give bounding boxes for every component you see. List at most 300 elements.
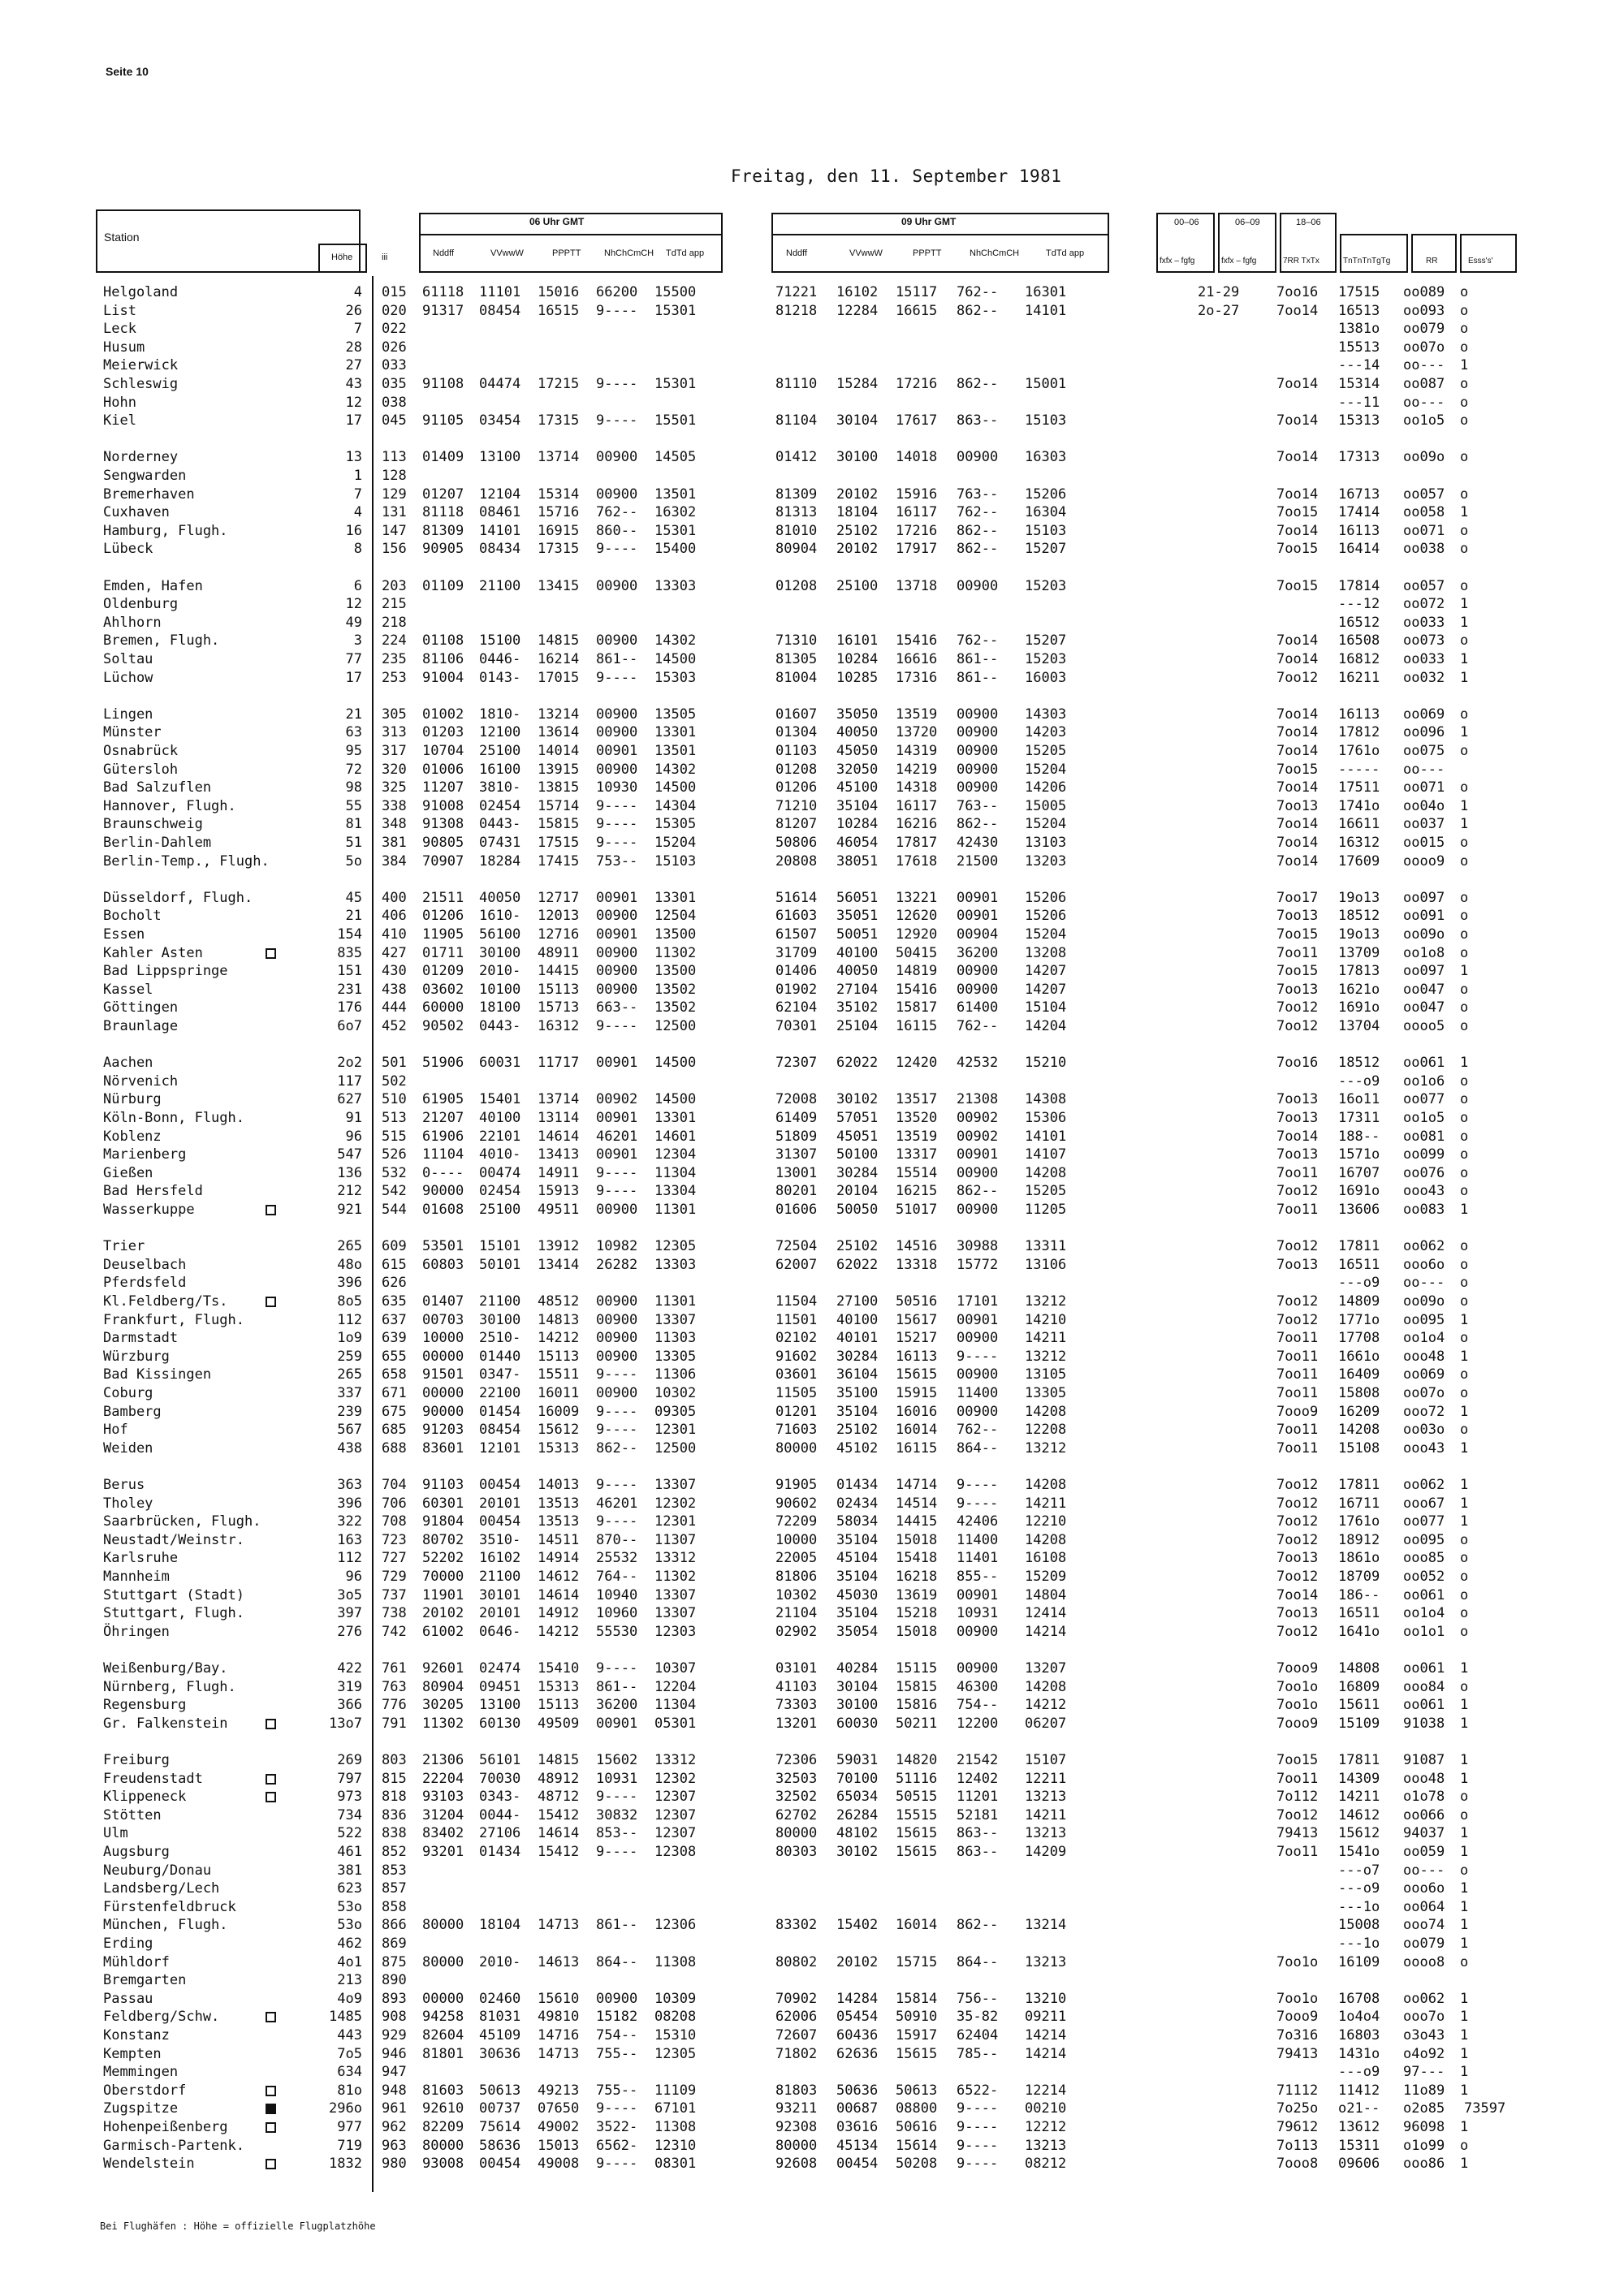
table-row <box>0 852 1624 871</box>
obs-09-value: 30988 <box>957 1238 999 1254</box>
obs-06-value: 92601 <box>422 1660 464 1677</box>
obs-06-value: 18104 <box>479 1917 521 1933</box>
table-row <box>0 1495 1624 1513</box>
station-height: 265 <box>337 1366 362 1383</box>
station-height: 381 <box>337 1862 362 1879</box>
precip-group: 7oo15 <box>1276 578 1319 594</box>
obs-06-value: 11304 <box>654 1165 697 1181</box>
temperature-group: 17609 <box>1338 853 1380 870</box>
obs-06-value: 12302 <box>654 1771 697 1787</box>
precip-group: 7oo17 <box>1276 890 1319 906</box>
header-06-c5: TdTd app <box>666 248 705 258</box>
temperature-group: ----- <box>1338 762 1380 778</box>
temperature-group: 16708 <box>1338 1991 1380 2007</box>
open-square-icon <box>266 2122 276 2133</box>
obs-06-value: 00474 <box>479 1165 521 1181</box>
table-row <box>0 650 1624 669</box>
station-number: 502 <box>382 1073 407 1090</box>
obs-06-value: 05301 <box>654 1716 697 1732</box>
obs-09-value: 10000 <box>775 1532 818 1548</box>
precip-group: 7oo14 <box>1276 1587 1319 1603</box>
obs-06-value: 08454 <box>479 1422 521 1438</box>
station-height: 438 <box>337 1440 362 1457</box>
station-name: Göttingen <box>103 999 179 1016</box>
station-name: Konstanz <box>103 2027 170 2044</box>
obs-06-value: 9---- <box>596 541 638 557</box>
obs-06-value: 12308 <box>654 1844 697 1860</box>
table-row <box>0 2045 1624 2064</box>
temperature-group: 1381o <box>1338 321 1380 337</box>
rain-group: ooo43 <box>1403 1183 1445 1199</box>
obs-09-value: 14819 <box>896 963 938 979</box>
station-name: Bad Lippspringe <box>103 963 228 979</box>
obs-09-value: 40050 <box>836 963 879 979</box>
obs-06-value: 61906 <box>422 1129 464 1145</box>
obs-06-value: 13502 <box>654 999 697 1016</box>
station-number: 026 <box>382 339 407 356</box>
obs-09-value: 15204 <box>1025 926 1067 943</box>
precip-group: 7oo15 <box>1276 762 1319 778</box>
snow-group: o <box>1460 835 1469 851</box>
station-height: 81o <box>337 2082 362 2099</box>
rain-group: oo083 <box>1403 1202 1445 1218</box>
snow-group: 1 <box>1460 1495 1469 1512</box>
obs-09-value: 11400 <box>957 1532 999 1548</box>
obs-06-value: 0446- <box>479 651 521 667</box>
obs-09-value: 12200 <box>957 1716 999 1732</box>
station-height: 396 <box>337 1495 362 1512</box>
table-row <box>0 742 1624 761</box>
obs-09-value: 92608 <box>775 2156 818 2172</box>
station-height: 319 <box>337 1679 362 1695</box>
obs-06-value: 00000 <box>422 1991 464 2007</box>
obs-06-value: 13415 <box>538 578 580 594</box>
obs-09-value: 00900 <box>957 578 999 594</box>
obs-06-value: 16009 <box>538 1404 580 1420</box>
obs-09-value: 13520 <box>896 1110 938 1126</box>
obs-06-value: 01608 <box>422 1202 464 1218</box>
snow-group: o <box>1460 1862 1469 1879</box>
table-row <box>0 1531 1624 1550</box>
obs-06-value: 07431 <box>479 835 521 851</box>
rain-group: o2o85 <box>1403 2100 1445 2117</box>
rain-group: oo1o5 <box>1403 412 1445 429</box>
obs-09-value: 00901 <box>957 1146 999 1163</box>
obs-09-value: 15916 <box>896 486 938 503</box>
header-0006-sub: fxfx – fgfg <box>1160 257 1195 265</box>
obs-06-value: 09305 <box>654 1404 697 1420</box>
station-height: 396 <box>337 1275 362 1291</box>
obs-06-value: 81031 <box>479 2009 521 2025</box>
rain-group: oo09o <box>1403 449 1445 465</box>
precip-group: 7oo12 <box>1276 1238 1319 1254</box>
table-row <box>0 1366 1624 1384</box>
temperature-group: 16113 <box>1338 706 1380 723</box>
obs-06-value: 9---- <box>596 412 638 429</box>
obs-06-value: 9---- <box>596 1477 638 1493</box>
obs-09-value: 70902 <box>775 1991 818 2007</box>
obs-09-value: 863-- <box>957 1844 999 1860</box>
station-number: 615 <box>382 1257 407 1273</box>
obs-06-value: 70000 <box>422 1569 464 1585</box>
rain-group: oo058 <box>1403 504 1445 520</box>
station-name: Helgoland <box>103 284 179 300</box>
station-height: 49 <box>345 615 362 631</box>
obs-09-value: 72008 <box>775 1091 818 1107</box>
obs-09-value: 13103 <box>1025 835 1067 851</box>
obs-06-value: 00000 <box>422 1349 464 1365</box>
obs-09-value: 03601 <box>775 1366 818 1383</box>
snow-group: 1 <box>1460 596 1469 612</box>
station-height: 567 <box>337 1422 362 1438</box>
wind-gust-range: 2o-27 <box>1198 303 1240 319</box>
obs-06-value: 01407 <box>422 1293 464 1310</box>
table-row <box>0 302 1624 321</box>
station-height: 231 <box>337 982 362 998</box>
table-row <box>0 761 1624 779</box>
obs-06-value: 17015 <box>538 670 580 686</box>
station-number: 400 <box>382 890 407 906</box>
obs-06-value: 49008 <box>538 2156 580 2172</box>
obs-06-value: 15301 <box>654 376 697 392</box>
obs-09-value: 00900 <box>957 724 999 740</box>
station-name: Koblenz <box>103 1129 162 1145</box>
station-name: Bremerhaven <box>103 486 195 503</box>
obs-09-value: 16113 <box>896 1349 938 1365</box>
obs-09-value: 40050 <box>836 724 879 740</box>
obs-09-value: 62404 <box>957 2027 999 2044</box>
obs-06-value: 13303 <box>654 578 697 594</box>
obs-09-value: 15206 <box>1025 486 1067 503</box>
obs-09-value: 15203 <box>1025 578 1067 594</box>
station-height: 27 <box>345 357 362 373</box>
precip-group: 7oo14 <box>1276 449 1319 465</box>
snow-group: o <box>1460 743 1469 759</box>
obs-06-value: 13413 <box>538 1146 580 1163</box>
obs-09-value: 01208 <box>775 578 818 594</box>
station-number: 317 <box>382 743 407 759</box>
station-name: Nörvenich <box>103 1073 179 1090</box>
obs-09-value: 16115 <box>896 1018 938 1034</box>
station-height: 1o9 <box>337 1330 362 1346</box>
rain-group: oo061 <box>1403 1660 1445 1677</box>
snow-group: 1 <box>1460 1880 1469 1897</box>
obs-09-value: 15814 <box>896 1991 938 2007</box>
obs-06-value: 22100 <box>479 1385 521 1401</box>
station-name: Bremgarten <box>103 1972 187 1988</box>
station-number: 444 <box>382 999 407 1016</box>
station-name: Hannover, Flugh. <box>103 798 236 814</box>
table-row <box>0 2063 1624 2082</box>
obs-06-value: 15113 <box>538 982 580 998</box>
temperature-group: 15513 <box>1338 339 1380 356</box>
obs-09-value: 15218 <box>896 1605 938 1621</box>
table-row <box>0 1770 1624 1789</box>
obs-09-value: 862-- <box>957 541 999 557</box>
snow-group: o <box>1460 1091 1469 1107</box>
obs-09-value: 6522- <box>957 2082 999 2099</box>
obs-09-value: 14804 <box>1025 1587 1067 1603</box>
precip-group: 7o112 <box>1276 1789 1319 1805</box>
station-height: 163 <box>337 1532 362 1548</box>
precip-group: 71112 <box>1276 2082 1319 2099</box>
rain-group: oo093 <box>1403 303 1445 319</box>
header-06-c1: Nddff <box>433 248 455 258</box>
rain-group: oo032 <box>1403 670 1445 686</box>
obs-06-value: 13100 <box>479 449 521 465</box>
station-name: Braunschweig <box>103 816 203 832</box>
obs-09-value: 13208 <box>1025 945 1067 961</box>
obs-06-value: 14505 <box>654 449 697 465</box>
obs-09-value: 03616 <box>836 2119 879 2135</box>
obs-09-value: 21104 <box>775 1605 818 1621</box>
obs-09-value: 14107 <box>1025 1146 1067 1163</box>
station-name: Köln-Bonn, Flugh. <box>103 1110 244 1126</box>
obs-09-value: 11401 <box>957 1550 999 1566</box>
obs-09-value: 00900 <box>957 1202 999 1218</box>
obs-06-value: 04474 <box>479 376 521 392</box>
table-row <box>0 1898 1624 1917</box>
snow-group: 1 <box>1460 357 1469 373</box>
obs-06-value: 15612 <box>538 1422 580 1438</box>
obs-09-value: 81004 <box>775 670 818 686</box>
temperature-group: 188-- <box>1338 1129 1380 1145</box>
obs-06-value: 13513 <box>538 1495 580 1512</box>
station-height: 322 <box>337 1513 362 1530</box>
obs-06-value: 9---- <box>596 2100 638 2117</box>
obs-09-value: 00900 <box>957 1660 999 1677</box>
obs-06-value: 13815 <box>538 779 580 796</box>
station-name: Bamberg <box>103 1404 162 1420</box>
obs-06-value: 45109 <box>479 2027 521 2044</box>
rain-group: oo073 <box>1403 632 1445 649</box>
obs-09-value: 12284 <box>836 303 879 319</box>
station-height: 53o <box>337 1899 362 1915</box>
obs-09-value: 14303 <box>1025 706 1067 723</box>
obs-09-value: 00900 <box>957 1404 999 1420</box>
obs-06-value: 91004 <box>422 670 464 686</box>
precip-group: 7o113 <box>1276 2138 1319 2154</box>
obs-06-value: 13301 <box>654 1110 697 1126</box>
obs-06-value: 49002 <box>538 2119 580 2135</box>
obs-06-value: 13501 <box>654 486 697 503</box>
obs-09-value: 15402 <box>836 1917 879 1933</box>
obs-09-value: 00900 <box>957 1366 999 1383</box>
obs-06-value: 1810- <box>479 706 521 723</box>
obs-06-value: 15113 <box>538 1349 580 1365</box>
table-row <box>0 1128 1624 1146</box>
obs-09-value: 61603 <box>775 908 818 924</box>
temperature-group: 15008 <box>1338 1917 1380 1933</box>
precip-group: 7oo11 <box>1276 1771 1319 1787</box>
table-row <box>0 2100 1624 2118</box>
obs-06-value: 90502 <box>422 1018 464 1034</box>
obs-09-value: 763-- <box>957 486 999 503</box>
snow-group: o <box>1460 284 1469 300</box>
rain-group: oo097 <box>1403 963 1445 979</box>
precip-group: 7oo11 <box>1276 1349 1319 1365</box>
station-name: Freiburg <box>103 1752 170 1768</box>
obs-06-value: 01203 <box>422 724 464 740</box>
obs-09-value: 14308 <box>1025 1091 1067 1107</box>
station-height: 443 <box>337 2027 362 2044</box>
obs-06-value: 00454 <box>479 2156 521 2172</box>
obs-09-value: 13213 <box>1025 1825 1067 1841</box>
table-row <box>0 1678 1624 1697</box>
station-name: Gr. Falkenstein <box>103 1716 228 1732</box>
station-name: Frankfurt, Flugh. <box>103 1312 244 1328</box>
obs-06-value: 10000 <box>422 1330 464 1346</box>
obs-09-value: 42430 <box>957 835 999 851</box>
obs-06-value: 40100 <box>479 1110 521 1126</box>
station-name: Trier <box>103 1238 145 1254</box>
table-row <box>0 1090 1624 1109</box>
obs-06-value: 82209 <box>422 2119 464 2135</box>
obs-06-value: 14013 <box>538 1477 580 1493</box>
snow-group: o <box>1460 339 1469 356</box>
obs-09-value: 16218 <box>896 1569 938 1585</box>
obs-06-value: 12100 <box>479 724 521 740</box>
obs-09-value: 14208 <box>1025 1532 1067 1548</box>
obs-09-value: 13105 <box>1025 1366 1067 1383</box>
rain-group: ooo48 <box>1403 1771 1445 1787</box>
station-name: Stötten <box>103 1807 162 1823</box>
obs-09-value: 08212 <box>1025 2156 1067 2172</box>
obs-09-value: 02434 <box>836 1495 879 1512</box>
obs-09-value: 58034 <box>836 1513 879 1530</box>
rain-group: oo04o <box>1403 798 1445 814</box>
obs-06-value: 00900 <box>596 1991 638 2007</box>
obs-09-value: 13214 <box>1025 1917 1067 1933</box>
station-name: Stuttgart (Stadt) <box>103 1587 244 1603</box>
rain-group: oo1o5 <box>1403 1110 1445 1126</box>
table-row <box>0 2118 1624 2137</box>
station-name: Ahlhorn <box>103 615 162 631</box>
obs-09-value: 14211 <box>1025 1807 1067 1823</box>
station-height: 4 <box>353 284 362 300</box>
obs-06-value: 9---- <box>596 1844 638 1860</box>
temperature-group: 1641o <box>1338 1624 1380 1640</box>
obs-06-value: 48911 <box>538 945 580 961</box>
station-height: 296o <box>329 2100 362 2117</box>
obs-06-value: 12716 <box>538 926 580 943</box>
station-number: 947 <box>382 2064 407 2080</box>
obs-09-value: 861-- <box>957 651 999 667</box>
obs-09-value: 15817 <box>896 999 938 1016</box>
snow-group: o <box>1460 449 1469 465</box>
obs-09-value: 26284 <box>836 1807 879 1823</box>
table-row <box>0 1293 1624 1311</box>
snow-group: 1 <box>1460 798 1469 814</box>
table-row <box>0 1824 1624 1843</box>
obs-06-value: 60803 <box>422 1257 464 1273</box>
obs-09-value: 14516 <box>896 1238 938 1254</box>
precip-group: 7oo14 <box>1276 651 1319 667</box>
obs-09-value: 13311 <box>1025 1238 1067 1254</box>
obs-06-value: 14500 <box>654 779 697 796</box>
precip-group: 7oo16 <box>1276 284 1319 300</box>
temperature-group: 186-- <box>1338 1587 1380 1603</box>
obs-09-value: 15615 <box>896 1825 938 1841</box>
obs-09-value: 50208 <box>896 2156 938 2172</box>
obs-09-value: 30102 <box>836 1844 879 1860</box>
station-number: 818 <box>382 1789 407 1805</box>
header-0006: 00–06 <box>1174 218 1199 227</box>
snow-group: o <box>1460 926 1469 943</box>
table-row <box>0 1935 1624 1953</box>
temperature-group: 13704 <box>1338 1018 1380 1034</box>
temperature-group: 1431o <box>1338 2046 1380 2062</box>
station-number: 723 <box>382 1532 407 1548</box>
table-row <box>0 1109 1624 1128</box>
obs-06-value: 52202 <box>422 1550 464 1566</box>
station-number: 658 <box>382 1366 407 1383</box>
obs-09-value: 81313 <box>775 504 818 520</box>
snow-group: o <box>1460 1330 1469 1346</box>
obs-09-value: 15209 <box>1025 1569 1067 1585</box>
header-09-c5: TdTd app <box>1046 248 1085 258</box>
obs-09-value: 16101 <box>836 632 879 649</box>
obs-09-value: 15772 <box>957 1257 999 1273</box>
precip-group: 7oo1o <box>1276 1679 1319 1695</box>
obs-06-value: 9---- <box>596 1183 638 1199</box>
obs-06-value: 15815 <box>538 816 580 832</box>
open-square-icon <box>266 1719 276 1729</box>
snow-group: 1 <box>1460 2119 1469 2135</box>
obs-09-value: 81806 <box>775 1569 818 1585</box>
station-number: 038 <box>382 395 407 411</box>
obs-06-value: 861-- <box>596 1917 638 1933</box>
obs-06-value: 90905 <box>422 541 464 557</box>
temperature-group: ---12 <box>1338 596 1380 612</box>
obs-09-value: 00454 <box>836 2156 879 2172</box>
obs-09-value: 862-- <box>957 376 999 392</box>
obs-09-value: 15416 <box>896 632 938 649</box>
obs-06-value: 13307 <box>654 1605 697 1621</box>
temperature-group: 1741o <box>1338 798 1380 814</box>
station-height: 21 <box>345 908 362 924</box>
temperature-group: 18512 <box>1338 908 1380 924</box>
obs-06-value: 15602 <box>596 1752 638 1768</box>
precip-group: 7oo11 <box>1276 1844 1319 1860</box>
obs-09-value: 754-- <box>957 1697 999 1713</box>
obs-09-value: 15306 <box>1025 1110 1067 1126</box>
table-row <box>0 614 1624 632</box>
temperature-group: 09606 <box>1338 2156 1380 2172</box>
obs-06-value: 31204 <box>422 1807 464 1823</box>
station-height: 12 <box>345 596 362 612</box>
obs-06-value: 91317 <box>422 303 464 319</box>
obs-09-value: 36200 <box>957 945 999 961</box>
snow-group: o <box>1460 1954 1469 1970</box>
station-number: 452 <box>382 1018 407 1034</box>
obs-06-value: 36200 <box>596 1697 638 1713</box>
snow-group: 1 <box>1460 670 1469 686</box>
obs-06-value: 755-- <box>596 2082 638 2099</box>
station-height: 921 <box>337 1202 362 1218</box>
station-name: Kempten <box>103 2046 162 2062</box>
obs-06-value: 10309 <box>654 1991 697 2007</box>
obs-09-value: 62636 <box>836 2046 879 2062</box>
obs-06-value: 0443- <box>479 816 521 832</box>
obs-09-value: 50415 <box>896 945 938 961</box>
obs-06-value: 14815 <box>538 632 580 649</box>
table-row <box>0 926 1624 944</box>
station-height: 91 <box>345 1110 362 1126</box>
obs-06-value: 17515 <box>538 835 580 851</box>
station-number: 761 <box>382 1660 407 1677</box>
station-name: Ulm <box>103 1825 128 1841</box>
